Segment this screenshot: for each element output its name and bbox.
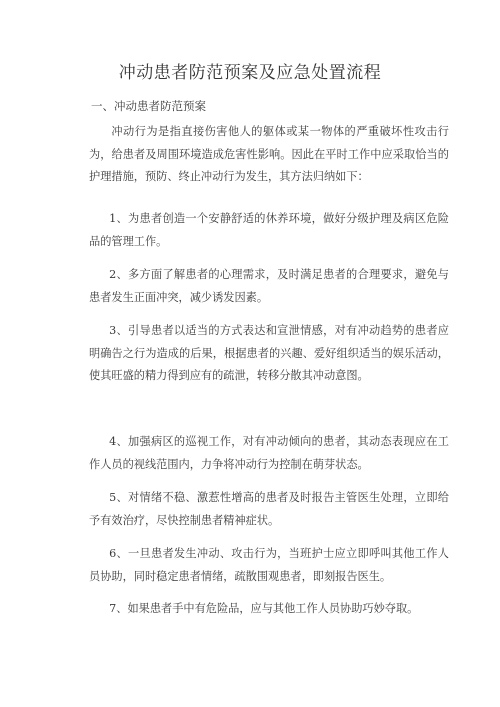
list-item: 3、引导患者以适当的方式表达和宣泄情感，对有冲动趋势的患者应明确告之行为造成的后果，根据患者的兴趣、爱好组织适当的娱乐活动，使其旺盛的精力得到应有的疏泄，转移分散其冲动意图。 — [89, 324, 449, 382]
list-item: 5、对情绪不稳、激惹性增高的患者及时报告主管医生处理，立即给予有效治疗，尽快控制患者精神症状。 — [89, 491, 449, 527]
list-item: 1、为患者创造一个安静舒适的休养环境，做好分级护理及病区危险品的管理工作。 — [89, 212, 449, 248]
list-item: 2、多方面了解患者的心理需求，及时满足患者的合理要求，避免与患者发生正面冲突，减少诱发因素。 — [89, 268, 449, 304]
list-item: 4、加强病区的巡视工作，对有冲动倾向的患者，其动态表现应在工作人员的视线范围内，力争将冲动行为控制在萌芽状态。 — [89, 435, 449, 471]
list-item: 7、如果患者手中有危险品，应与其他工作人员协助巧妙夺取。 — [109, 602, 419, 615]
section-heading: 一、冲动患者防范预案 — [91, 99, 206, 113]
document-title: 冲动患者防范预案及应急处置流程 — [118, 63, 382, 83]
list-item: 6、一旦患者发生冲动、攻击行为，当班护士应立即呼叫其他工作人员协助，同时稳定患者情绪，疏散围观患者，即刻报告医生。 — [89, 547, 449, 583]
intro-paragraph: 冲动行为是指直接伤害他人的躯体或某一物体的严重破坏性攻击行为，给患者及周围环境造成危害性影响。因此在平时工作中应采取恰当的护理措施，预防、终止冲动行为发生，其方法归纳如下： — [89, 125, 449, 183]
